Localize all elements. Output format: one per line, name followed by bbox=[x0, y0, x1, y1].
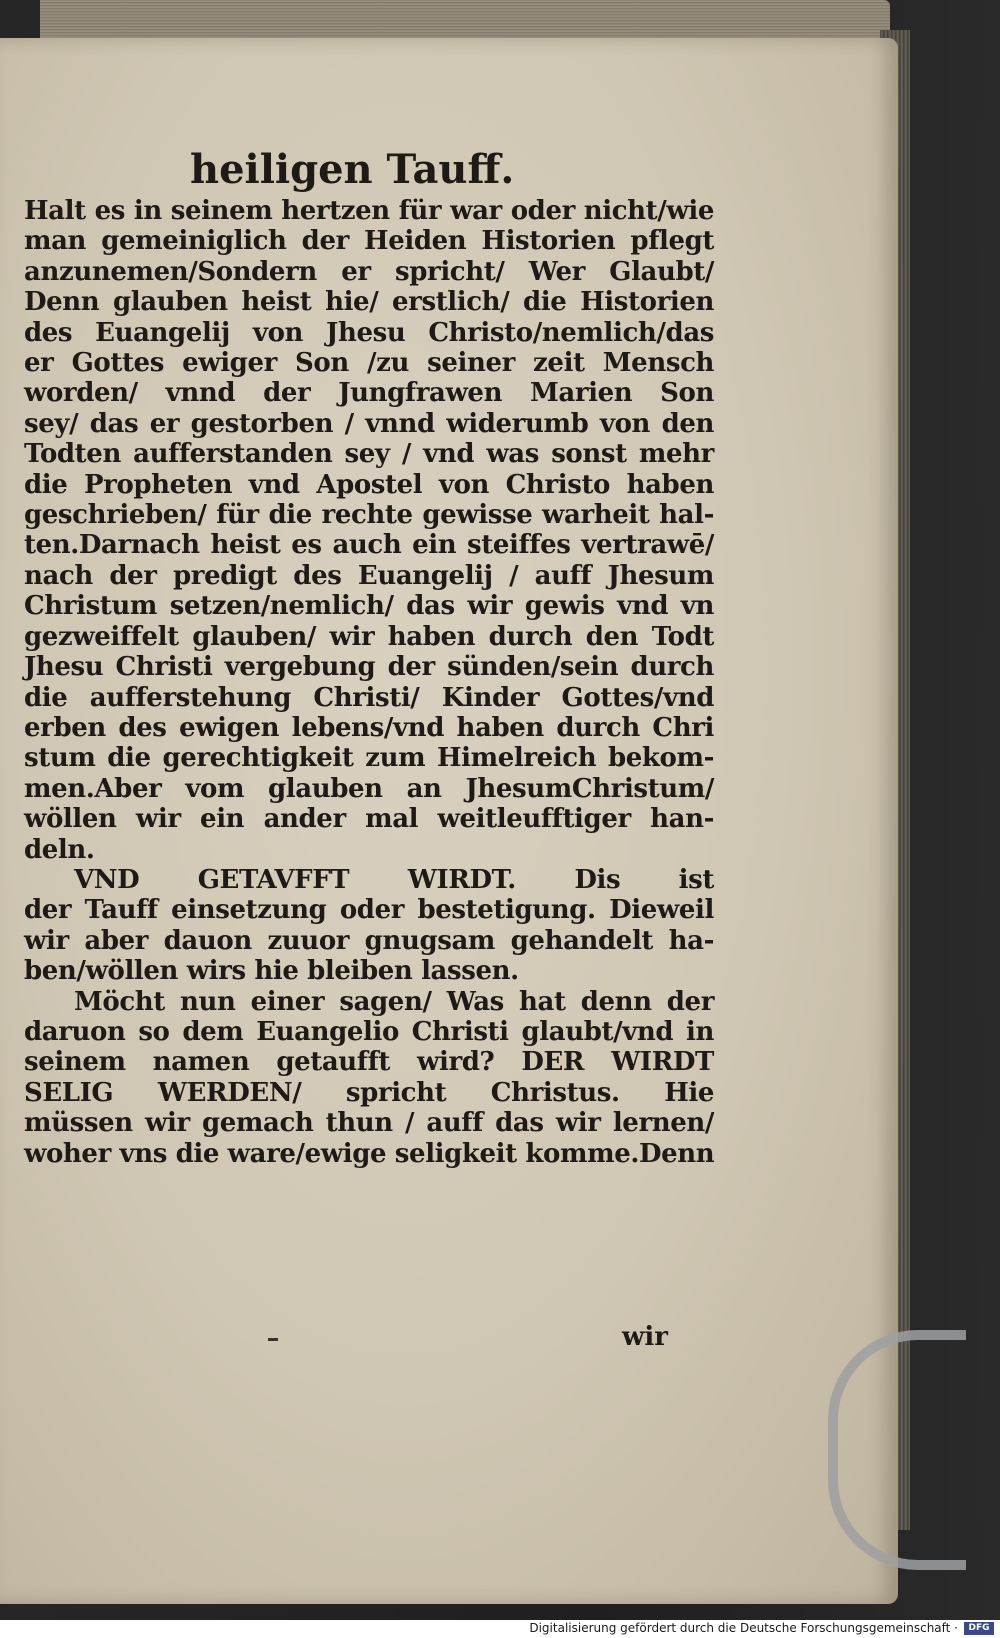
text-line: ten.Darnach heist es auch ein steiffes vertrawē/ bbox=[24, 530, 714, 561]
text-line: VND GETAVFFT WIRDT. Dis ist bbox=[74, 864, 714, 895]
text-line: man gemeiniglich der Heiden Historien pflegt bbox=[24, 226, 714, 257]
text-line: Jhesu Christi vergebung der sünden/sein durch bbox=[24, 652, 714, 683]
text-line: seinem namen getaufft wird? DER WIRDT bbox=[24, 1047, 714, 1078]
running-head: heiligen Tauff. bbox=[190, 146, 515, 193]
text-line: gezweiffelt glauben/ wir haben durch den Todt bbox=[24, 621, 714, 652]
page-clip bbox=[828, 1330, 966, 1570]
text-line: müssen wir gemach thun / auff das wir lernen/ bbox=[24, 1108, 714, 1139]
text-line: Todten aufferstanden sey / vnd was sonst mehr bbox=[24, 439, 714, 470]
text-line: geschrieben/ für die rechte gewisse warheit hal- bbox=[24, 500, 714, 531]
ink-mark bbox=[268, 1338, 278, 1341]
text-line: wir aber dauon zuuor gnugsam gehandelt ha- bbox=[24, 925, 714, 956]
text-line: wöllen wir ein ander mal weitleufftiger han- bbox=[24, 804, 714, 835]
text-line: die Propheten vnd Apostel von Christo haben bbox=[24, 469, 714, 500]
text-line: Möcht nun einer sagen/ Was hat denn der bbox=[74, 986, 714, 1017]
text-line: die aufferstehung Christi/ Kinder Gottes/vnd bbox=[24, 682, 714, 713]
text-line: anzunemen/Sondern er spricht/ Wer Glaubt/ bbox=[24, 256, 714, 287]
text-line: men.Aber vom glauben an JhesumChristum/ bbox=[24, 773, 714, 804]
text-line: daruon so dem Euangelio Christi glaubt/vnd in bbox=[24, 1016, 714, 1047]
page-text bbox=[24, 196, 714, 1169]
text-line: Denn glauben heist hie/ erstlich/ die Historien bbox=[24, 287, 714, 318]
book-page bbox=[0, 38, 898, 1604]
text-line: nach der predigt des Euangelij / auff Jhesum bbox=[24, 560, 714, 591]
text-line: Christum setzen/nemlich/ das wir gewis vnd vn bbox=[24, 591, 714, 622]
text-line: er Gottes ewiger Son /zu seiner zeit Mensch bbox=[24, 348, 714, 379]
attribution-bar bbox=[0, 1620, 1000, 1638]
text-line: der Tauff einsetzung oder bestetigung. Dieweil bbox=[24, 895, 714, 926]
text-line: worden/ vnnd der Jungfrawen Marien Son bbox=[24, 378, 714, 409]
text-line: SELIG WERDEN/ spricht Christus. Hie bbox=[24, 1077, 714, 1108]
text-line: des Euangelij von Jhesu Christo/nemlich/das bbox=[24, 317, 714, 348]
text-line: woher vns die ware/ewige seligkeit komme.Denn bbox=[24, 1138, 715, 1169]
attribution-text: Digitalisierung gefördert durch die Deutsche Forschungsgemeinschaft · bbox=[529, 1621, 958, 1635]
catchword: wir bbox=[622, 1322, 668, 1352]
text-line: stum die gerechtigkeit zum Himelreich bekom- bbox=[24, 743, 714, 774]
text-line: erben des ewigen lebens/vnd haben durch Chri bbox=[24, 712, 714, 743]
text-line: ben/wöllen wirs hie bleiben lassen. bbox=[24, 956, 519, 987]
text-line: sey/ das er gestorben / vnnd widerumb von den bbox=[24, 408, 714, 439]
text-line: Halt es in seinem hertzen für war oder nicht/wie bbox=[24, 196, 714, 226]
dfg-logo-icon: DFG bbox=[964, 1622, 994, 1635]
text-line: deln. bbox=[24, 834, 95, 865]
